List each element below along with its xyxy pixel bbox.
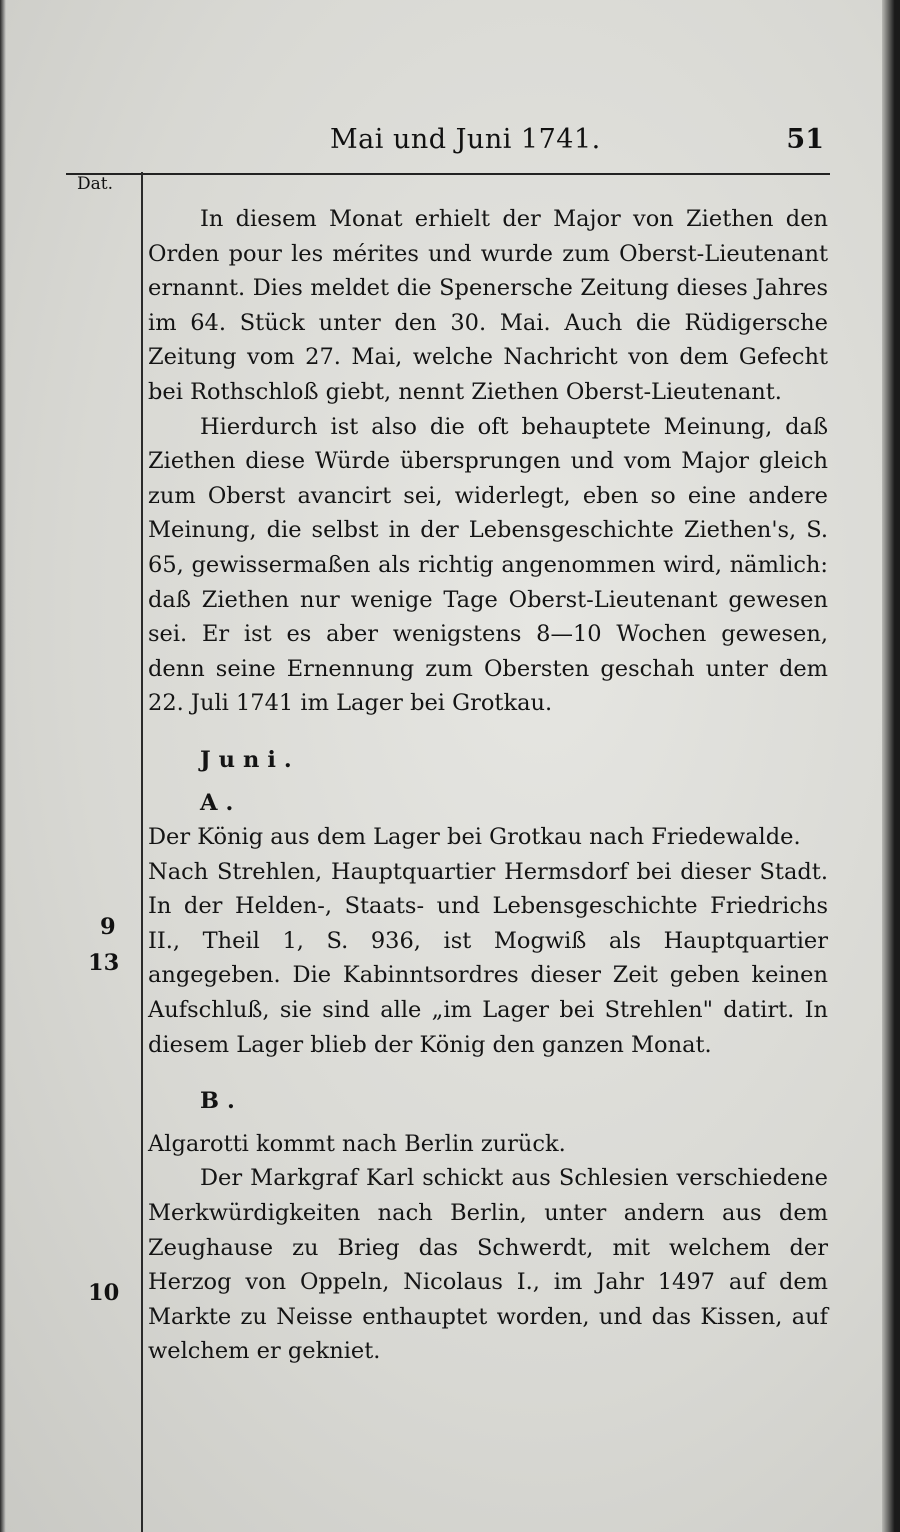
- mai-paragraph-1: In diesem Monat erhielt der Major von Ziethen den Orden pour les mérites und wurde zum Oberst-Lieutenant ernannt. Dies meldet die Spenersche Zeitung dieses Jahres im 64. Stück unter den 30. Mai. Auch die Rüdigersche Zeitung vom 27. Mai, welche Nachricht von dem Gefecht bei Rothschloß giebt, nennt Ziethen Oberst-Lieutenant.: [148, 206, 828, 405]
- main-text-column: [148, 202, 828, 1369]
- juni-heading: Juni.: [200, 746, 300, 773]
- entry-13-text: Nach Strehlen, Hauptquartier Hermsdorf bei dieser Stadt. In der Helden-, Staats- und Lebensgeschichte Friedrichs II., Theil 1, S. 936, ist Mogwiß als Hauptquartier angegeben. Die Kabinntsordres dieser Zeit geben keinen Aufschluß, sie sind alle „im Lager bei Strehlen" datirt. In diesem Lager blieb der König den ganzen Monat.: [148, 858, 828, 1058]
- date-10: 10: [88, 1280, 120, 1306]
- entry-10-text: Algarotti kommt nach Berlin zurück.: [148, 1130, 566, 1157]
- mai-paragraph-2: Hierdurch ist also die oft behauptete Meinung, daß Ziethen diese Würde übersprungen und vom Major gleich zum Oberst avancirt sei, widerlegt, eben so eine andere Meinung, die selbst in der Lebensgeschichte Ziethen's, S. 65, gewissermaßen als richtig angenommen wird, nämlich: daß Ziethen nur wenige Tage Oberst-Lieutenant gewesen sei. Er ist es aber wenigstens 8—10 Wochen gewesen, denn seine Ernennung zum Obersten geschah unter dem 22. Juli 1741 im Lager bei Grotkau.: [148, 413, 828, 717]
- page-number: 51: [786, 124, 824, 155]
- date-column-label: Dat.: [77, 174, 114, 194]
- section-b-heading: B.: [200, 1088, 243, 1115]
- date-9: 9: [100, 914, 116, 940]
- running-title: Mai und Juni 1741.: [330, 124, 601, 155]
- page-header: [140, 120, 830, 160]
- date-13: 13: [88, 950, 120, 976]
- page-right-edge: [882, 0, 900, 1532]
- header-rule: [66, 173, 830, 175]
- entry-10-paragraph-2: Der Markgraf Karl schickt aus Schlesien verschiedene Merkwürdigkeiten nach Berlin, unter andern aus dem Zeughause zu Brieg das Schwerdt, mit welchem der Herzog von Oppeln, Nicolaus I., im Jahr 1497 auf dem Markte zu Neisse enthauptet worden, und das Kissen, auf welchem er gekniet.: [148, 1165, 828, 1365]
- page-left-edge: [0, 0, 6, 1532]
- entry-9-text: Der König aus dem Lager bei Grotkau nach Friedewalde.: [148, 824, 801, 851]
- date-column-rule: [141, 172, 143, 1532]
- section-a-heading: A.: [200, 789, 242, 816]
